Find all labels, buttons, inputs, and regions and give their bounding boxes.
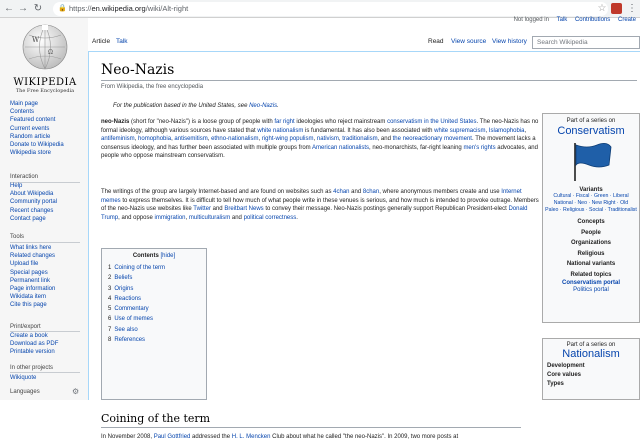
sidebar-item-link[interactable]: Page information [10, 286, 56, 293]
tools-heading: Tools [10, 234, 25, 240]
hatnote-text: For the publication based in the United States, see [113, 103, 250, 109]
toc-item[interactable] [108, 263, 200, 273]
article-link[interactable]: ethno-nationalism [211, 136, 259, 142]
bold-term: neo-Nazis [101, 119, 130, 125]
flag-icon [569, 141, 613, 183]
nationalism-series-box [542, 338, 640, 400]
tab-article[interactable]: Article [92, 38, 111, 45]
sidebar-item-link[interactable]: Wikipedia store [10, 150, 52, 157]
article-link[interactable]: conservatism in the United States [387, 119, 477, 125]
article-text: , [524, 127, 527, 134]
article-link[interactable]: multiculturalism [188, 214, 231, 221]
article-text: , neo-monarchists, far-right leaning [369, 144, 464, 151]
article-link[interactable]: nativism [316, 136, 339, 142]
politics-portal-link[interactable]: Politics portal [573, 287, 609, 293]
article-text: , [134, 136, 139, 142]
toc-number: 8 [108, 337, 112, 344]
series-label: Part of a series on [566, 342, 616, 348]
series-row[interactable]: Related topics [570, 271, 612, 278]
toc-list [108, 263, 200, 345]
create-account-link[interactable]: Create [617, 17, 636, 23]
series-row[interactable]: People [581, 229, 601, 236]
nav-tools [10, 244, 55, 310]
url-path: /wiki/Alt-right [145, 4, 189, 13]
article-text: Club about what he called "the neo-Nazis". In 2009, two more posts at [270, 434, 459, 440]
series-label: Part of a series on [566, 118, 616, 124]
hatnote [113, 103, 279, 109]
article-text: and [210, 206, 225, 212]
series-title[interactable]: Nationalism [562, 348, 620, 360]
sidebar-item-link[interactable]: Current events [10, 125, 50, 132]
print-heading: Print/export [10, 324, 41, 330]
toc-number: 4 [108, 295, 112, 302]
article-text: and [349, 189, 363, 195]
series-row[interactable]: Types [547, 381, 564, 387]
star-icon[interactable]: ☆ [597, 3, 607, 14]
hatnote-end: . [277, 103, 279, 109]
series-title[interactable]: Conservatism [557, 125, 625, 137]
series-row[interactable]: Development [547, 363, 585, 369]
gear-icon[interactable]: ⚙ [72, 387, 80, 396]
variants-line[interactable]: Paleo · Religious · Social · Traditionalist [545, 207, 637, 213]
portal-link[interactable] [543, 280, 639, 287]
article-link[interactable]: American nationalists [312, 144, 370, 151]
series-row[interactable]: Core values [547, 372, 582, 378]
variants-list [543, 193, 639, 214]
puzzle-globe-icon [20, 22, 70, 70]
article-text: ideologies who reject mainstream [294, 119, 388, 125]
variants-line[interactable]: Cultural · Fiscal · Green · Liberal [553, 193, 629, 199]
article-text: advocates, and people who oppose mainstream conservatism. [101, 144, 538, 159]
sidebar-item-link[interactable]: Create a book [10, 333, 48, 339]
article-text: to convey their message. Neo-Nazis postings generally support Republican President-elect [263, 206, 509, 212]
series-row[interactable]: Concepts [577, 219, 605, 225]
article-link[interactable]: Internet memes [101, 189, 522, 204]
variants-line[interactable]: National · Neo · New Right · Old [553, 200, 629, 206]
article-text: , [207, 136, 212, 142]
sidebar-item-link[interactable]: Main page [10, 101, 39, 107]
contributions-link[interactable]: Contributions [574, 17, 611, 23]
series-row[interactable]: National variants [566, 261, 616, 267]
article-text: , and oppose [118, 214, 155, 221]
conservatism-portal-link[interactable]: Conservatism portal [561, 280, 621, 286]
article-link[interactable]: Islamophobia [488, 127, 525, 134]
extension-icon[interactable] [611, 3, 622, 14]
toc-number: 6 [108, 316, 112, 323]
svg-text:W: W [32, 36, 40, 44]
nav-projects [10, 374, 36, 382]
sidebar-item-link[interactable]: Download as PDF [10, 341, 59, 348]
article-text: to express themselves. It is difficult to tell how much of what people write in these venues is serious, and how much is intended to provoke outrage. Members of the neo-Nazis use websites like [101, 197, 539, 212]
article-link[interactable]: far right [274, 119, 295, 125]
page-title: Neo-Nazis [101, 62, 175, 78]
sidebar-item-link[interactable]: Special pages [10, 269, 48, 276]
article-text: is fundamental. It has also been associated with [303, 127, 435, 134]
article-text: , [171, 136, 175, 142]
series-rows [543, 217, 639, 280]
sidebar-item-link[interactable]: Contact page [10, 215, 46, 222]
article-link[interactable]: Twitter [193, 206, 211, 212]
not-logged-in: Not logged in [513, 17, 549, 23]
paragraph [101, 188, 541, 222]
toc-number: 1 [108, 265, 112, 271]
article-link[interactable]: antifeminism [101, 136, 135, 142]
toc-item[interactable] [108, 294, 200, 304]
article-text: . [296, 214, 298, 221]
toc-item[interactable] [108, 335, 200, 345]
series-row[interactable]: Organizations [570, 240, 611, 246]
toc-number: 5 [108, 306, 112, 313]
tab-read[interactable]: Read [428, 38, 444, 45]
article-text: . The neo-Nazis has no formal ideology, although various sources have stated that [101, 119, 539, 134]
article-link[interactable]: 8chan [362, 189, 380, 195]
toc-link[interactable]: Commentary [114, 306, 149, 313]
article-link[interactable]: Donald Trump [101, 206, 528, 221]
toc-title [108, 253, 200, 259]
nav-print [10, 332, 58, 357]
article-text: (short for "neo-Nazis") is a loose group of people with [129, 119, 275, 125]
series-rows [543, 362, 639, 389]
url-host: en.wikipedia.org [91, 4, 146, 13]
article-link[interactable]: white nationalism [257, 127, 304, 134]
article-text: and [230, 214, 244, 221]
article-link[interactable]: Breitbart News [224, 206, 264, 212]
sidebar-item-link[interactable]: Upload file [10, 261, 39, 268]
article-text: , [485, 127, 489, 134]
lead-paragraph [101, 118, 541, 161]
hatnote-link[interactable]: Neo-Nazis [249, 103, 278, 109]
toc-link[interactable]: Beliefs [114, 275, 133, 282]
divider [10, 372, 80, 373]
toc-hide-link[interactable]: [hide] [160, 253, 176, 259]
reload-icon[interactable]: ↻ [33, 3, 43, 14]
sidebar-item-link[interactable]: Random article [10, 133, 51, 140]
sidebar-item-link[interactable]: Contents [10, 109, 35, 116]
conservatism-series-box [542, 113, 640, 323]
toc-link[interactable]: Use of memes [114, 316, 154, 323]
sidebar-item-link[interactable]: Permanent link [10, 277, 51, 284]
tab-view-history[interactable]: View history [492, 38, 527, 45]
sidebar-item-link[interactable]: Printable version [10, 349, 55, 356]
table-of-contents [101, 248, 207, 400]
series-row[interactable]: Religious [577, 250, 605, 257]
url-prefix: https:// [69, 4, 92, 13]
article-text: The writings of the group are largely Internet-based and are found on websites such as [101, 189, 334, 195]
toc-link[interactable]: References [114, 337, 146, 344]
toc-number: 2 [108, 275, 112, 282]
article-link[interactable]: men's rights [463, 144, 496, 151]
lock-icon: 🔒 [58, 5, 67, 12]
toc-item[interactable] [108, 325, 200, 335]
projects-heading: In other projects [10, 365, 54, 371]
article-text: , and [377, 136, 393, 142]
toc-link[interactable]: Reactions [114, 295, 142, 302]
sidebar-item-link[interactable]: Cite this page [10, 302, 47, 309]
paragraph [101, 433, 541, 442]
article-text: . The movement lacks a consensus ideology, and has further been associated with multiple groups from [101, 136, 536, 151]
search-placeholder: Search Wikipedia [537, 39, 588, 46]
tab-view-source[interactable]: View source [451, 38, 487, 45]
article-link[interactable]: homophobia [138, 136, 172, 142]
article-text: addressed the [190, 434, 232, 440]
interaction-heading: Interaction [10, 174, 39, 180]
forward-icon[interactable]: → [18, 3, 28, 14]
article-link[interactable]: traditionalism [342, 136, 378, 142]
toc-item[interactable] [108, 284, 200, 294]
sidebar-item-link[interactable]: Wikiquote [10, 375, 37, 381]
article-link[interactable]: 4chan [333, 189, 350, 195]
svg-text:Ω: Ω [48, 49, 53, 56]
search-input[interactable] [532, 36, 640, 49]
address-bar[interactable] [53, 2, 608, 16]
article-text: In November 2008, [101, 434, 154, 440]
back-icon[interactable]: ← [4, 3, 14, 14]
tagline: The Free Encyclopedia [15, 88, 75, 94]
article-link[interactable]: right-wing populism [261, 136, 314, 142]
article-text: , [313, 136, 317, 142]
sidebar-item-link[interactable]: Help [10, 183, 23, 189]
article-text: , [258, 136, 262, 142]
sidebar-item-link[interactable]: About Wikipedia [10, 191, 54, 198]
tab-talk[interactable]: Talk [116, 38, 128, 45]
article-link[interactable]: political correctness [243, 214, 297, 221]
article-link[interactable]: H. L. Mencken [231, 434, 271, 440]
nav-main [10, 100, 64, 157]
toc-number: 3 [108, 285, 112, 292]
sidebar-item-link[interactable]: Wikidata item [10, 294, 47, 301]
politics-portal[interactable] [543, 287, 639, 294]
sidebar-item-link[interactable]: Community portal [10, 199, 58, 206]
browser-toolbar [0, 0, 640, 18]
divider [101, 80, 637, 81]
talk-link[interactable]: Talk [556, 17, 568, 23]
left-panel [0, 18, 88, 400]
languages-heading: Languages [10, 389, 40, 395]
sidebar-item-link[interactable]: Featured content [10, 117, 56, 124]
article-text: , [185, 214, 189, 221]
wikipedia-logo[interactable] [7, 18, 83, 100]
wordmark: WIKIPEDIA [13, 77, 77, 88]
divider [101, 427, 521, 428]
toc-item[interactable] [108, 314, 200, 324]
divider [10, 242, 80, 243]
toc-heading: Contents [132, 253, 159, 259]
sidebar-item-link[interactable]: Recent changes [10, 207, 54, 214]
article-link[interactable]: antisemitism [174, 136, 208, 142]
toc-link[interactable]: Origins [114, 285, 134, 292]
article-link[interactable]: immigration [154, 214, 186, 221]
sidebar-item-link[interactable]: Donate to Wikipedia [10, 142, 64, 149]
toc-link[interactable]: Coining of the term [114, 265, 166, 271]
article-text: , [338, 136, 343, 142]
article-link[interactable]: white supremacism [434, 127, 486, 134]
article-text: , where anonymous members create and use [379, 189, 502, 195]
sidebar-item-link[interactable]: What links here [10, 245, 52, 251]
sidebar-item-link[interactable]: Related changes [10, 253, 56, 260]
site-sub: From Wikipedia, the free encyclopedia [101, 84, 204, 90]
toc-number: 7 [108, 326, 112, 333]
article-link[interactable]: the neoreactionary movement [392, 136, 472, 142]
toc-link[interactable]: See also [114, 326, 138, 333]
personal-bar [514, 17, 636, 23]
variants-heading: Variants [579, 187, 603, 193]
section-heading: Coining of the term [101, 412, 211, 425]
article-link[interactable]: Paul Gottfried [153, 434, 191, 440]
nav-interaction [10, 182, 57, 223]
menu-icon[interactable]: ⋮ [627, 3, 637, 14]
toc-item[interactable] [108, 304, 200, 314]
toc-item[interactable] [108, 273, 200, 283]
